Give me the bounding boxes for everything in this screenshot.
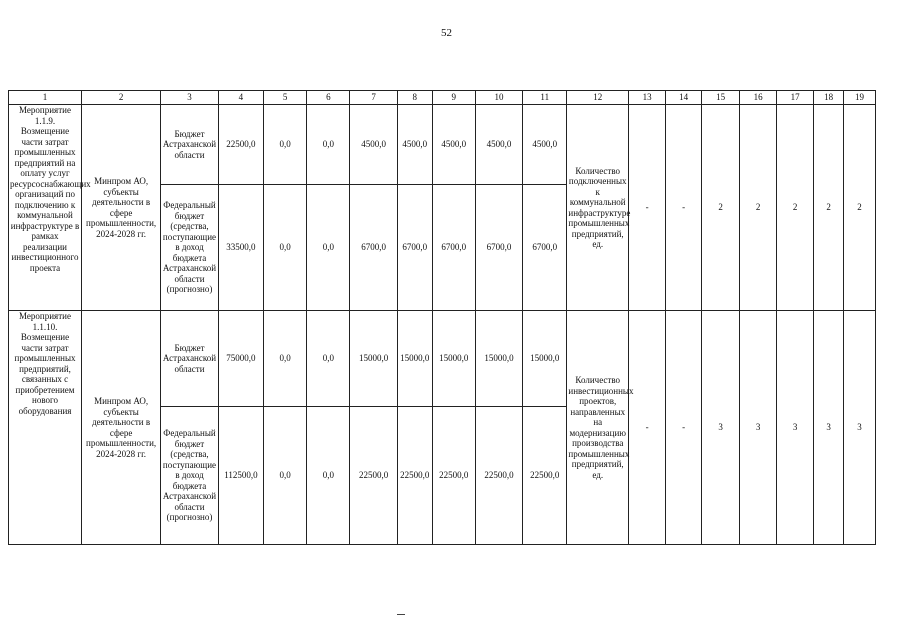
table-row	[9, 311, 876, 407]
value-cell: 4500,0	[432, 105, 475, 185]
target-cell: -	[666, 311, 702, 545]
executor-cell: Минпром АО, субъекты деятельности в сфере промышленности, 2024-2028 гг.	[82, 105, 161, 311]
value-cell: 15000,0	[523, 311, 567, 407]
program-table	[8, 90, 876, 545]
target-cell: 3	[777, 311, 814, 545]
funding-source: Федеральный бюджет (средства, поступающие в доход бюджета Астраханской области (прогнозно)	[161, 185, 219, 311]
column-header: 10	[475, 91, 522, 105]
value-cell: 6700,0	[523, 185, 567, 311]
value-cell: 15000,0	[397, 311, 432, 407]
value-cell: 4500,0	[350, 105, 397, 185]
column-header: 14	[666, 91, 702, 105]
value-cell: 22500,0	[475, 407, 522, 545]
value-cell: 0,0	[307, 185, 350, 311]
indicator-cell: Количество подключенных к коммунальной инфраструктуре промышленных предприятий, ед.	[567, 105, 629, 311]
value-cell: 22500,0	[432, 407, 475, 545]
value-cell: 6700,0	[350, 185, 397, 311]
column-header: 4	[218, 91, 263, 105]
column-header: 12	[567, 91, 629, 105]
header-row	[9, 91, 876, 105]
target-cell: -	[666, 105, 702, 311]
value-cell: 22500,0	[218, 105, 263, 185]
column-header: 8	[397, 91, 432, 105]
target-cell: 3	[702, 311, 740, 545]
target-cell: 2	[814, 105, 844, 311]
indicator-cell: Количество инвестиционных проектов, направленных на модернизацию производства промышленных предприятий, ед.	[567, 311, 629, 545]
funding-source: Бюджет Астраханской области	[161, 105, 219, 185]
value-cell: 15000,0	[432, 311, 475, 407]
value-cell: 0,0	[307, 407, 350, 545]
column-header: 9	[432, 91, 475, 105]
target-cell: 3	[740, 311, 777, 545]
column-header: 2	[82, 91, 161, 105]
column-header: 13	[629, 91, 666, 105]
target-cell: 2	[702, 105, 740, 311]
value-cell: 6700,0	[432, 185, 475, 311]
column-header: 6	[307, 91, 350, 105]
funding-source: Бюджет Астраханской области	[161, 311, 219, 407]
value-cell: 75000,0	[218, 311, 263, 407]
measure-name: Мероприятие 1.1.10. Возмещение части затрат промышленных предприятий, связанных с приобретением нового оборудования	[9, 311, 82, 545]
column-header: 15	[702, 91, 740, 105]
funding-source: Федеральный бюджет (средства, поступающие в доход бюджета Астраханской области (прогнозно)	[161, 407, 219, 545]
column-header: 3	[161, 91, 219, 105]
target-cell: 3	[843, 311, 875, 545]
value-cell: 22500,0	[523, 407, 567, 545]
value-cell: 15000,0	[350, 311, 397, 407]
value-cell: 4500,0	[475, 105, 522, 185]
column-header: 17	[777, 91, 814, 105]
column-header: 5	[264, 91, 307, 105]
target-cell: 2	[843, 105, 875, 311]
value-cell: 0,0	[264, 311, 307, 407]
column-header: 16	[740, 91, 777, 105]
value-cell: 0,0	[307, 105, 350, 185]
page-mark	[397, 614, 405, 621]
value-cell: 15000,0	[475, 311, 522, 407]
value-cell: 0,0	[264, 185, 307, 311]
value-cell: 6700,0	[475, 185, 522, 311]
value-cell: 4500,0	[397, 105, 432, 185]
column-header: 18	[814, 91, 844, 105]
table-row	[9, 105, 876, 185]
value-cell: 33500,0	[218, 185, 263, 311]
column-header: 1	[9, 91, 82, 105]
target-cell: 2	[777, 105, 814, 311]
value-cell: 0,0	[264, 105, 307, 185]
page-number: 52	[441, 27, 452, 39]
value-cell: 4500,0	[523, 105, 567, 185]
value-cell: 0,0	[264, 407, 307, 545]
target-cell: 2	[740, 105, 777, 311]
column-header: 11	[523, 91, 567, 105]
value-cell: 0,0	[307, 311, 350, 407]
target-cell: -	[629, 311, 666, 545]
value-cell: 6700,0	[397, 185, 432, 311]
target-cell: 3	[814, 311, 844, 545]
target-cell: -	[629, 105, 666, 311]
value-cell: 22500,0	[350, 407, 397, 545]
executor-cell: Минпром АО, субъекты деятельности в сфере промышленности, 2024-2028 гг.	[82, 311, 161, 545]
value-cell: 112500,0	[218, 407, 263, 545]
measure-name: Мероприятие 1.1.9. Возмещение части затрат промышленных предприятий на оплату услуг ресурсоснабжающих организаций по подключению к коммунальной инфраструктуре в рамках реализации инвестиционного проекта	[9, 105, 82, 311]
value-cell: 22500,0	[397, 407, 432, 545]
column-header: 7	[350, 91, 397, 105]
column-header: 19	[843, 91, 875, 105]
